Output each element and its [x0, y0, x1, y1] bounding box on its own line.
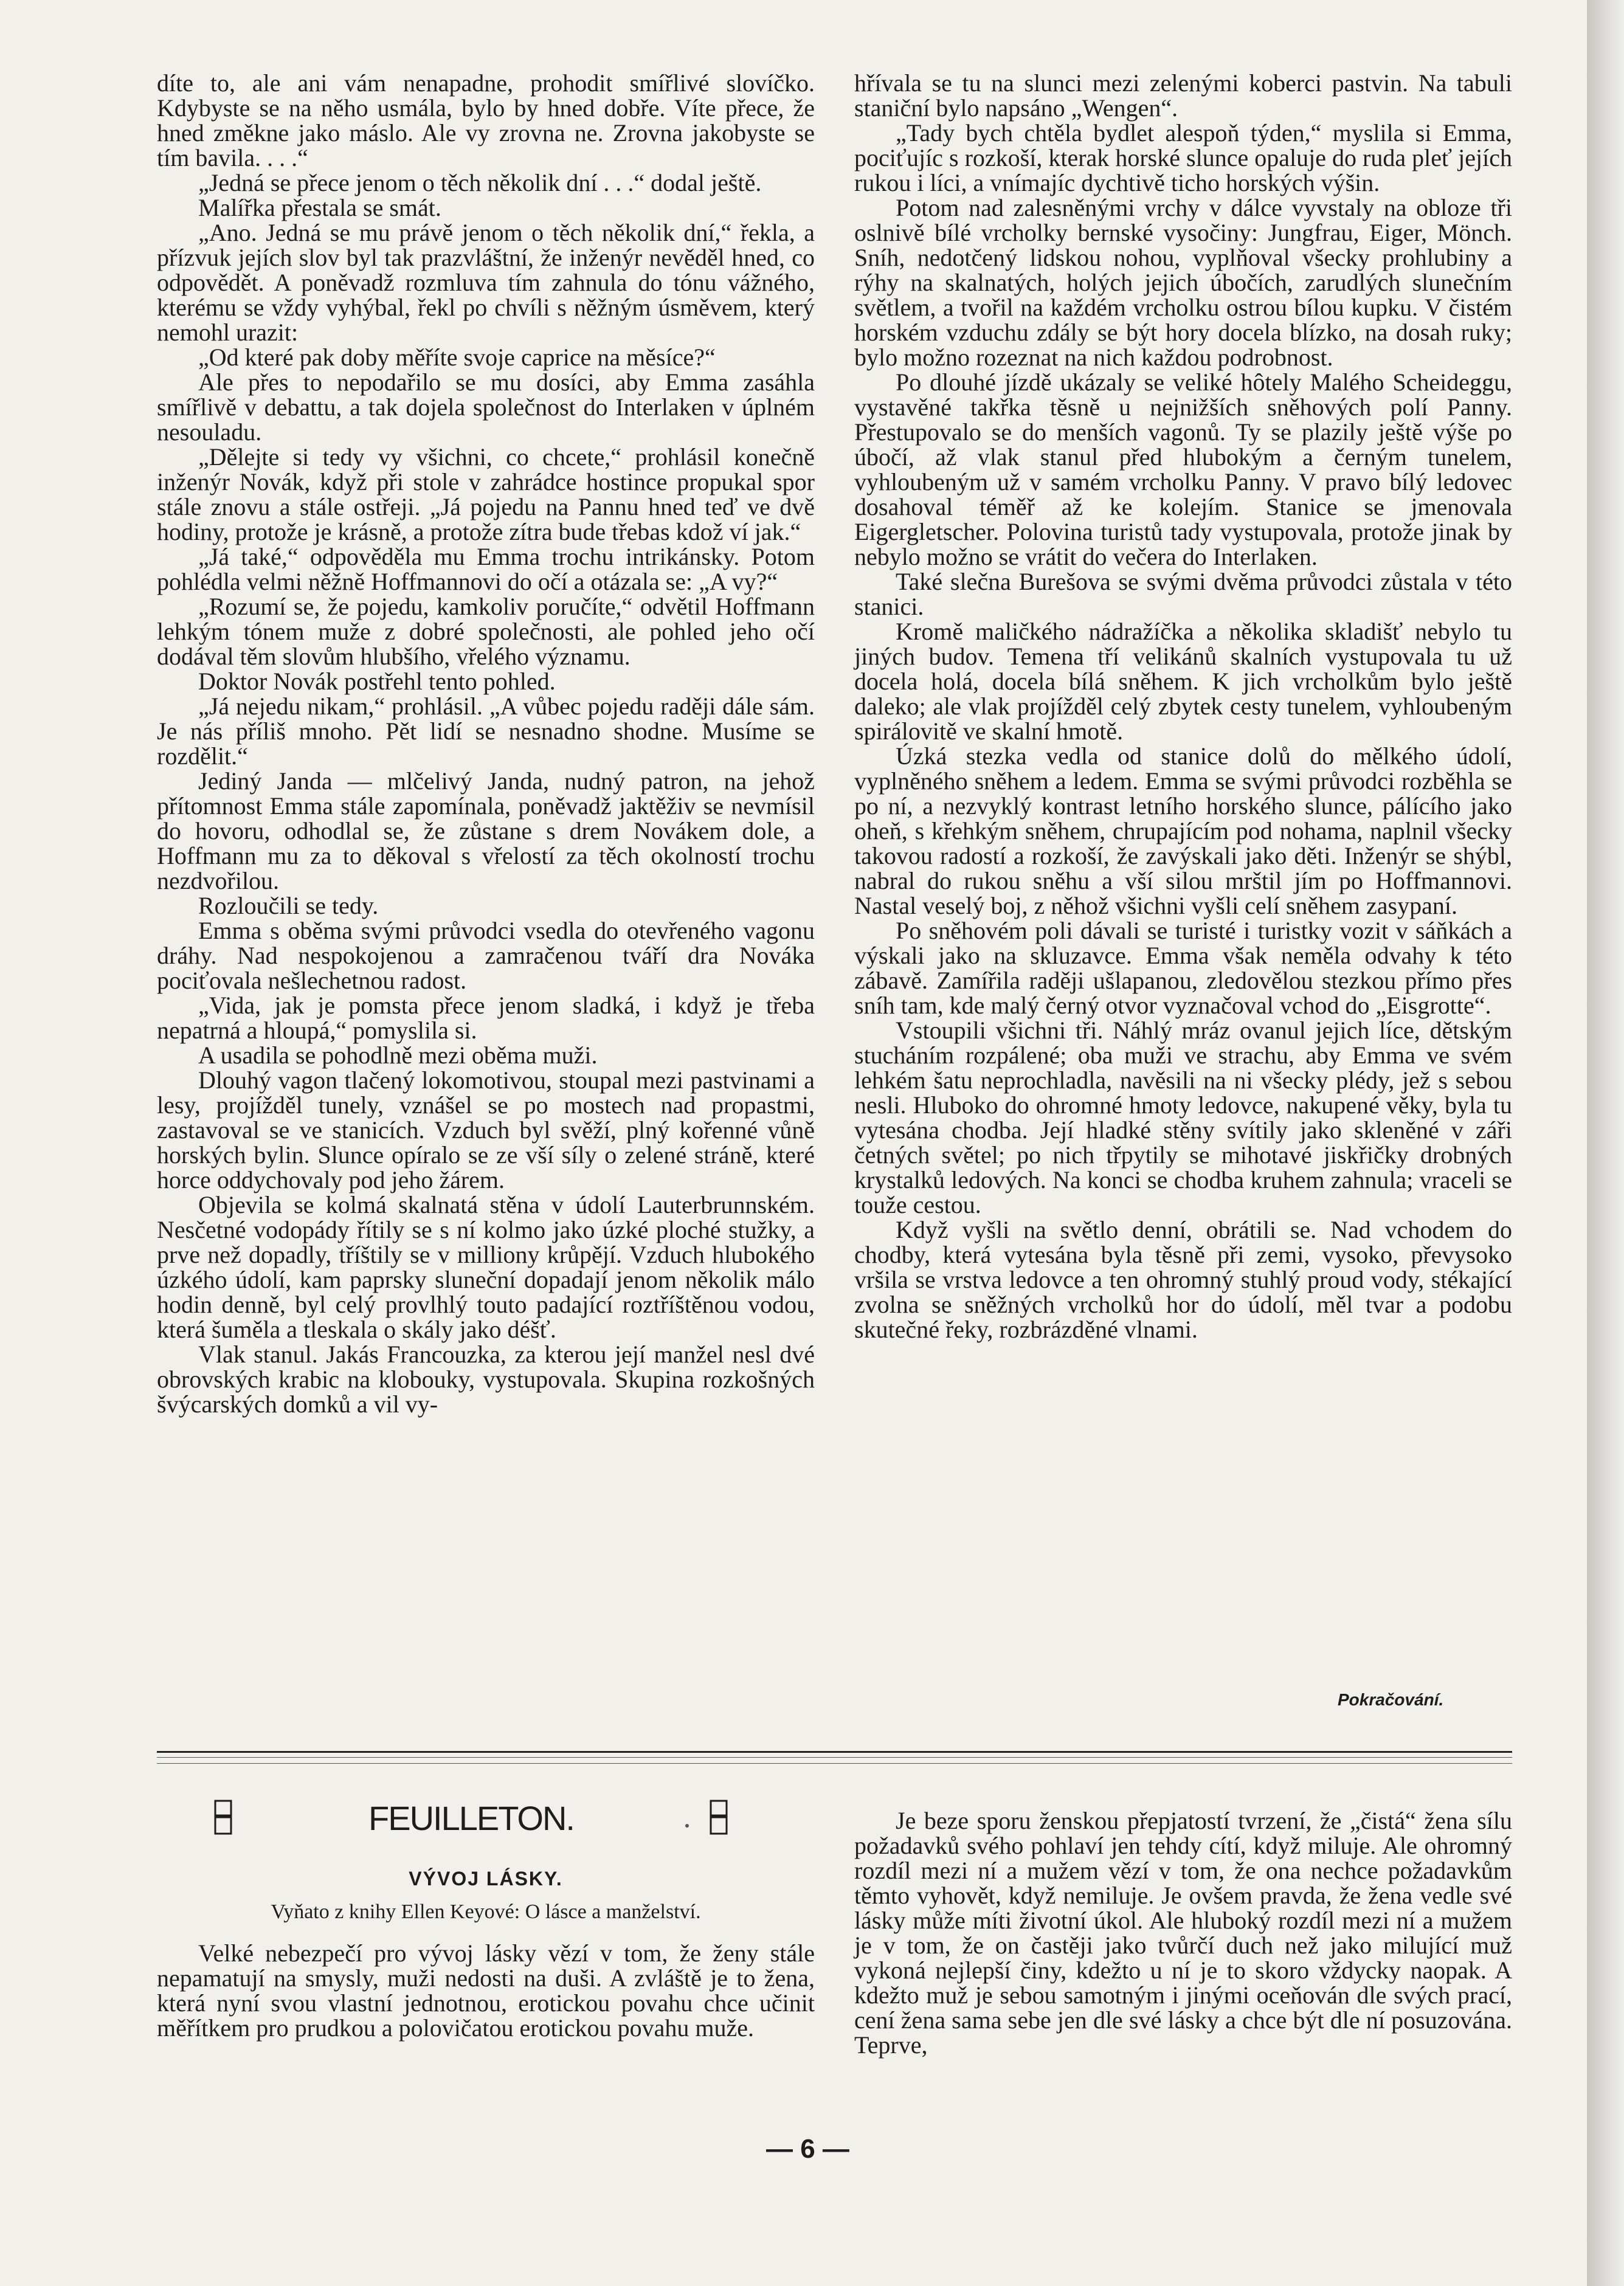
paragraph: Dlouhý vagon tlačený lokomotivou, stoupal mezi pastvinami a lesy, projížděl tunely, vznášel se po mostech nad propastmi, zastavoval se ve stanicích. Vzduch byl svěží, plný kořenné vůně horských bylin. Slunce opíralo se ze vší síly o zelené stráně, které horce oddychovaly pod jeho žárem.: [157, 1066, 815, 1193]
section-divider: [157, 1751, 1512, 1753]
paragraph: Po sněhovém poli dávali se turisté i turistky vozit v sáňkách a výskali jako na skluzavce. Emma však neměla odvahy k této zábavě. Zamířila raději ušlapanou, zledovělou stezkou přímo přes sníh tam, kde malý černý otvor vyznačoval vchod do „Eisgrotte“.: [854, 917, 1512, 1019]
paragraph: Vlak stanul. Jakás Francouzka, za kterou její manžel nesl dvé obrovských krabic na klobouky, vystupovala. Skupina rozkošných švýcarských domků a vil vy-: [157, 1341, 815, 1418]
paragraph: Malířka přestala se smát.: [198, 194, 441, 221]
paragraph: Po dlouhé jízdě ukázaly se veliké hôtely Malého Scheideggu, vystavěné takřka těsně u nejnižších sněhových polí Panny. Přestupovalo se do menších vagonů. Ty se plazily ještě výše po úbočí, až vlak stanul před hlubokým a černým tunelem, vyhloubeným už v samém vrcholku Panny. V pravo bílý ledovec dosahoval téměř až ke kolejím. Stanice se jmenovala Eigergletscher. Polovina turistů tady vystupovala, protože jinak by nebylo možno se vrátit do večera do Interlaken.: [854, 368, 1512, 570]
section-divider-thin: [157, 1757, 1512, 1758]
feuilleton-heading: FEUILLETON.: [368, 1799, 574, 1837]
paragraph: Když vyšli na světlo denní, obrátili se. Nad vchodem do chodby, která vytesána byla těsně při zemi, vysoko, převysoko vršila se vrstva ledovce a ten ohromný stuhlý proud vody, stékající zvolna se sněžných vrcholků hor do údolí, měl tvar a podobu skutečné řeky, rozbrázděné vlnami.: [854, 1216, 1512, 1343]
paragraph: „Od které pak doby měříte svoje caprice na měsíce?“: [198, 344, 716, 371]
feuilleton-column-right: [854, 1808, 1512, 2057]
paragraph: Rozloučili se tedy.: [198, 892, 379, 919]
story-column-right: [854, 71, 1512, 1342]
paragraph: Velké nebezpečí pro vývoj lásky vězí v tom, že ženy stále nepamatují na smysly, muži nedosti na duši. A zvláště je to žena, která nyní svou vlastní jednotnou, erotickou povahu chce učinit měřítkem pro prudkou a polovičatou erotickou povahu muže.: [157, 1939, 815, 2042]
paragraph: „Já také,“ odpověděla mu Emma trochu intrikánsky. Potom pohlédla velmi něžně Hoffmannovi do očí a otázala se: „A vy?“: [157, 543, 815, 595]
paragraph: Je beze sporu ženskou přepjatostí tvrzení, že „čistá“ žena sílu požadavků svého pohlaví jen tehdy cítí, když miluje. Ale ohromný rozdíl mezi ní a mužem vězí v tom, že ona nechce požadavkům těmto vyhovět, když nemiluje. Je ovšem pravda, že žena vedle své lásky může míti životní úkol. Ale hluboký rozdíl mezi ní a mužem je v tom, že on častěji jako tvůrčí duch než jako milující muž vykoná nejlepší činy, kdežto u ní je to skoro vždycky naopak. A kdežto muž je sebou samotným i jinými oceňován dle svých prací, cení žena sama sebe jen dle své lásky a chce být dle ní posuzována. Teprve,: [854, 1807, 1512, 2059]
paragraph: „Ano. Jedná se mu právě jenom o těch několik dní,“ řekla, a přízvuk jejích slov byl tak prazvláštní, že inženýr nevěděl hned, co odpovědět. A poněvadž rozmluva tím zahnula do tónu vážného, kterému se vždy vyhýbal, řekl po chvíli s něžným úsměvem, který nemohl urazit:: [157, 219, 815, 346]
feuilleton-header: [213, 1798, 730, 1841]
page-number: — 6 —: [766, 2134, 849, 2164]
paragraph: Také slečna Burešova se svými dvěma průvodci zůstala v této stanici.: [854, 568, 1512, 620]
paragraph: „Rozumí se, že pojedu, kamkoliv poručíte,“ odvětil Hoffmann lehkým tónem muže z dobré společnosti, ale pohled jeho očí dodával těm slovům hlubšího, vřelého významu.: [157, 593, 815, 670]
paragraph: Objevila se kolmá skalnatá stěna v údolí Lauterbrunnském. Nesčetné vodopády řítily se s ní kolmo jako úzké ploché stužky, a prve než dopadly, tříštily se v milliony krůpějí. Vzduch hlubokého úzkého údolí, kam paprsky sluneční dopadají jenom několik málo hodin denně, byl celý provlhlý touto padající roztříštěnou vodou, která šuměla a tleskala o skály jako déšť.: [157, 1191, 815, 1343]
paragraph: A usadila se pohodlně mezi oběma muži.: [198, 1041, 598, 1069]
paragraph: Emma s oběma svými průvodci vsedla do otevřeného vagonu dráhy. Nad nespokojenou a zamračenou tváří dra Nováka pociťovala nešlechetnou radost.: [157, 917, 815, 994]
paragraph: Doktor Novák postřehl tento pohled.: [198, 668, 556, 695]
paragraph: Úzká stezka vedla od stanice dolů do mělkého údolí, vyplněného sněhem a ledem. Emma se svými průvodci rozběhla se po ní, a nezvyklý kontrast letního horského slunce, pálícího jako oheň, s křehkým sněhem, chrupajícím pod nohama, naplnil všecky takovou radostí a rozkoší, že zavýskali jako děti. Inženýr se shýbl, nabral do rukou sněhu a vší silou mrštil jím po Hoffmannovi. Nastal veselý boj, z něhož všichni vyšli celí sněhem zasypaní.: [854, 742, 1512, 919]
continued-note: Pokračování.: [1338, 1690, 1444, 1709]
paragraph: Potom nad zalesněnými vrchy v dálce vyvstaly na obloze tři oslnivě bílé vrcholky bernské vysočiny: Jungfrau, Eiger, Mönch. Sníh, nedotčený lidskou nohou, vyplňoval všecky prohlubiny a rýhy na skalnatých, holých jejich úbočích, zarudlých slunečním světlem, a tvořil na každém vrcholku ostrou bílou kupku. V čistém horském vzduchu zdály se být hory docela blízko, na dosah ruky; bylo možno rozeznat na nich každou podrobnost.: [854, 194, 1512, 371]
paragraph: díte to, ale ani vám nenapadne, prohodit smířlivé slovíčko. Kdybyste se na něho usmála, bylo by hned dobře. Víte přece, že hned změkne jako máslo. Ale vy zrovna ne. Zrovna jakobyste se tím bavila. . . .“: [157, 69, 815, 171]
paragraph: Jediný Janda — mlčelivý Janda, nudný patron, na jehož přítomnost Emma stále zapomínala, poněvadž jaktěživ se nevmísil do hovoru, odhodlal se, že zůstane s drem Novákem dole, a Hoffmann mu za to děkoval s vřelostí za těch okolností trochu nezdvořilou.: [157, 767, 815, 894]
story-column-left: [157, 71, 815, 1417]
ornament-right-icon: [708, 1798, 729, 1836]
paragraph: „Tady bych chtěla bydlet alespoň týden,“ myslila si Emma, pociťujíc s rozkoší, kterak horské slunce opaluje do ruda pleť jejích rukou i líci, a vnímajíc dychtivě ticho horských výšin.: [854, 119, 1512, 196]
paragraph: Ale přes to nepodařilo se mu dosíci, aby Emma zasáhla smířlivě v debattu, a tak dojela společnost do Interlaken v úplném nesouladu.: [157, 368, 815, 446]
paragraph: Vstoupili všichni tři. Náhlý mráz ovanul jejich líce, dětským stucháním rozpálené; oba muži ve strachu, aby Emma ve svém lehkém šatu neprochladla, navěsili na ni všecky plédy, jež s sebou nesli. Hluboko do ohromné hmoty ledovce, nakupené věky, byla tu vytesána chodba. Její hladké stěny svítily jako skleněné v záři četných světel; po nich třpytily se mihotavé jiskřičky drobných krystalků ledových. Na konci se chodba kruhem zahnula; vraceli se touže cestou.: [854, 1017, 1512, 1218]
paragraph: hřívala se tu na slunci mezi zelenými koberci pastvin. Na tabuli staniční bylo napsáno „Wengen“.: [854, 69, 1512, 122]
page-edge: [1587, 0, 1624, 2286]
feuilleton-column-left: [157, 1941, 815, 2040]
paragraph: Kromě maličkého nádražíčka a několika skladišť nebylo tu jiných budov. Temena tří velikánů skalních vystupovala tu už docela holá, docela bílá sněhem. K jich vrcholkům bylo ještě daleko; ale vlak projížděl celý zbytek cesty tunelem, vyhloubeným spirálovitě ve skalní hmotě.: [854, 618, 1512, 745]
article-source: Vyňato z knihy Ellen Keyové: O lásce a manželství.: [271, 1901, 701, 1923]
paragraph: „Jedná se přece jenom o těch několik dní . . .“ dodal ještě.: [198, 169, 762, 196]
paragraph: „Já nejedu nikam,“ prohlásil. „A vůbec pojedu raději dále sám. Je nás příliš mnoho. Pět lidí se nesnadno shodne. Musíme se rozdělit.“: [157, 692, 815, 770]
article-title: VÝVOJ LÁSKY.: [409, 1868, 563, 1890]
paragraph: „Vida, jak je pomsta přece jenom sladká, i když je třeba nepatrná a hloupá,“ pomyslila si.: [157, 992, 815, 1044]
section-divider-thin: [157, 1763, 1512, 1764]
print-speck: [685, 1824, 689, 1828]
paragraph: „Dělejte si tedy vy všichni, co chcete,“ prohlásil konečně inženýr Novák, když při stole v zahrádce hostince propukal spor stále znovu a stále ostřeji. „Já pojedu na Pannu hned teď ve dvě hodiny, protože je krásně, a protože zítra bude třebas kdož ví jak.“: [157, 443, 815, 545]
